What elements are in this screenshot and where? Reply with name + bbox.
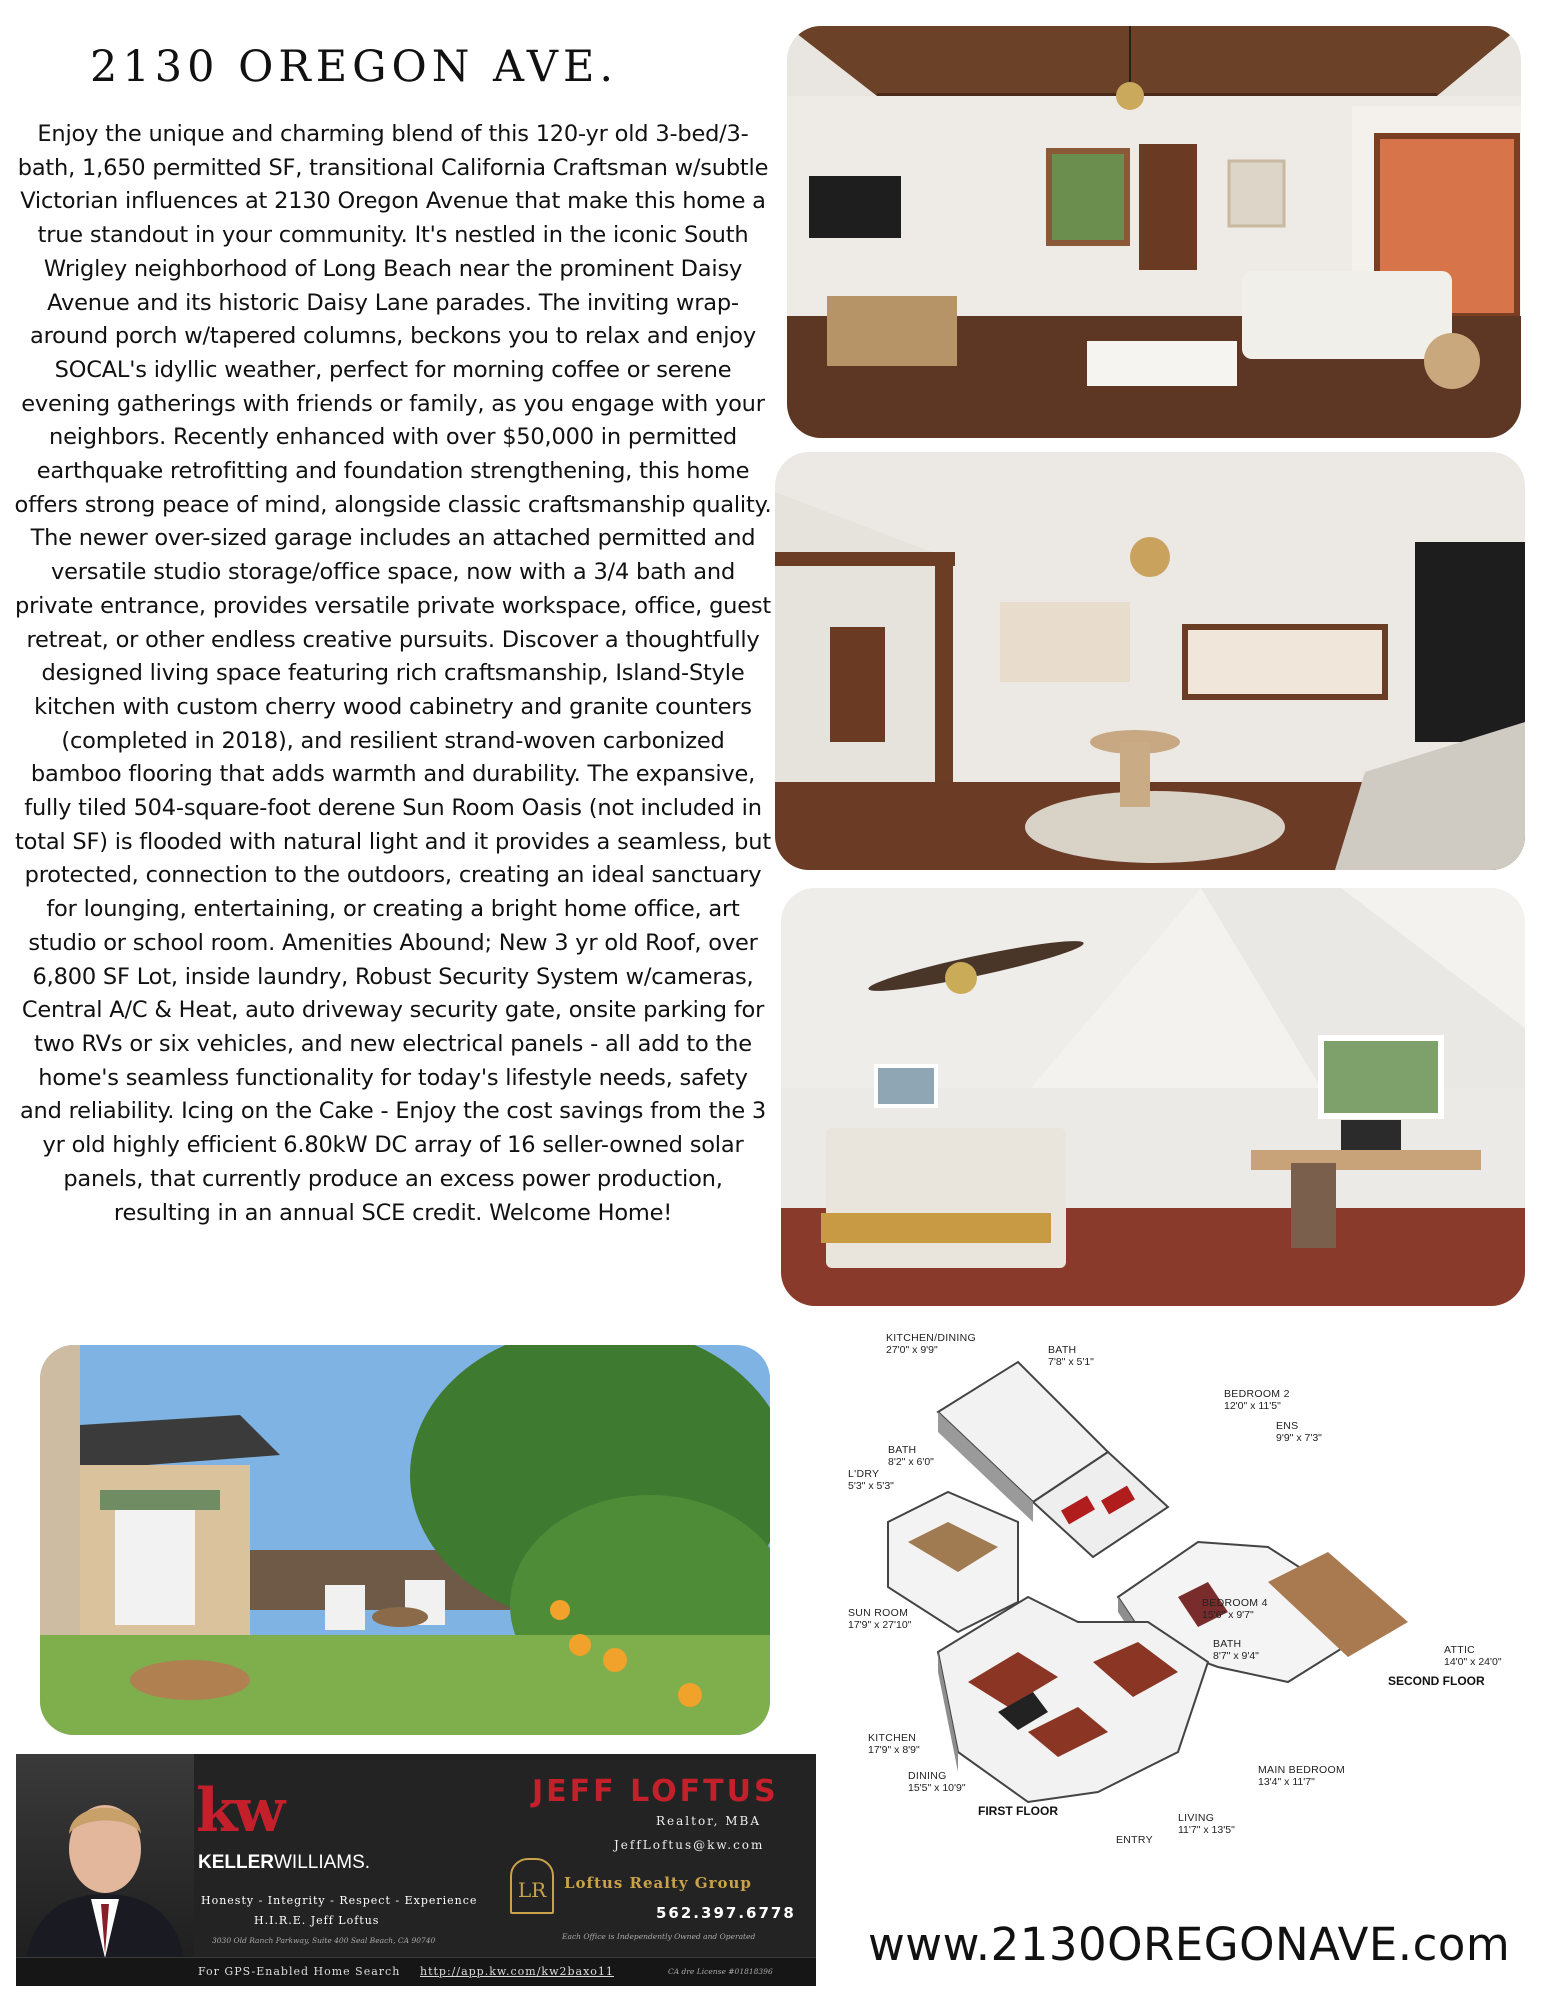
fp-bedroom-2-label: BEDROOM 2 12'0" x 11'5" bbox=[1224, 1388, 1290, 1412]
agent-banner bbox=[16, 1754, 816, 1986]
property-title: 2130 OREGON AVE. bbox=[90, 42, 619, 92]
fp-entry-label: ENTRY bbox=[1116, 1834, 1153, 1846]
fp-laundry-label: L'DRY 5'3" x 5'3" bbox=[848, 1468, 894, 1492]
agent-role: Realtor, MBA bbox=[656, 1814, 761, 1828]
loftus-realty-logo: LR bbox=[510, 1858, 554, 1914]
gps-search-label: For GPS-Enabled Home Search bbox=[198, 1965, 401, 1978]
agent-email[interactable]: JeffLoftus@kw.com bbox=[614, 1838, 765, 1852]
fp-sun-room-label: SUN ROOM 17'9" x 27'10" bbox=[848, 1607, 912, 1631]
fp-first-floor-tag: FIRST FLOOR bbox=[978, 1804, 1058, 1818]
property-description: Enjoy the unique and charming blend of this 120-yr old 3-bed/3-bath, 1,650 permitted SF, transitional California Craftsman w/subtle Victorian influences at 2130 Oregon Avenue that make this home a true standout in your community. It's nestled in the iconic South Wrigley neighborhood of Long Beach near the prominent Daisy Avenue and its historic Daisy Lane parades. The inviting wrap-around porch w/tapered columns, beckons you to relax and enjoy SOCAL's idyllic weather, perfect for morning coffee or serene evening gatherings with friends or family, as you engage with your neighbors. Recently enhanced with over $50,000 in permitted earthquake retrofitting and foundation strengthening, this home offers strong peace of mind, alongside classic craftsmanship quality. The newer over-sized garage includes an attached permitted and versatile studio storage/office space, now with a 3/4 bath and private entrance, provides versatile private workspace, office, guest retreat, or other endless creative pursuits. Discover a thoughtfully designed living space featuring rich craftsmanship, Island-Style kitchen with custom cherry wood cabinetry and granite counters (completed in 2018), and resilient strand-woven carbonized bamboo flooring that adds warmth and durability. The expansive, fully tiled 504-square-foot derene Sun Room Oasis (not included in total SF) is flooded with natural light and it provides a seamless, but protected, connection to the outdoors, creating an ideal sanctuary for lounging, entertaining, or creating a bright home office, art studio or school room. Amenities Abound; New 3 yr old Roof, over 6,800 SF Lot, inside laundry, Robust Security System w/cameras, Central A/C & Heat, auto driveway security gate, onsite parking for two RVs or six vehicles, and new electrical panels - all add to the home's seamless functionality for today's lifestyle needs, safety and reliability. Icing on the Cake - Enjoy the cost savings from the 3 yr old highly efficient 6.80kW DC array of 16 seller-owned solar panels, that currently produce an excess power production, resulting in an annual SCE credit. Welcome Home! bbox=[14, 121, 772, 1226]
fp-bedroom-4-label: BEDROOM 4 15'6" x 9'7" bbox=[1202, 1597, 1268, 1621]
living-room-photo bbox=[787, 26, 1521, 438]
fp-attic-label: ATTIC 14'0" x 24'0" bbox=[1444, 1644, 1502, 1668]
realty-group-name: Loftus Realty Group bbox=[564, 1874, 752, 1892]
fp-ensuite-label: ENS 9'9" x 7'3" bbox=[1276, 1420, 1322, 1444]
fp-bath-2-label: BATH 8'2" x 6'0" bbox=[888, 1444, 934, 1468]
hire-values: Honesty - Integrity - Respect - Experience bbox=[201, 1894, 478, 1907]
fp-main-bedroom-label: MAIN BEDROOM 13'4" x 11'7" bbox=[1258, 1764, 1346, 1788]
agent-photo bbox=[16, 1754, 194, 1958]
agent-phone[interactable]: 562.397.6778 bbox=[656, 1904, 796, 1922]
dining-room-photo bbox=[775, 452, 1525, 870]
fp-kitchen-label: KITCHEN 17'9" x 8'9" bbox=[868, 1732, 920, 1756]
hire-jeff-loftus: H.I.R.E. Jeff Loftus bbox=[254, 1914, 380, 1927]
fp-second-floor-tag: SECOND FLOOR bbox=[1388, 1674, 1485, 1688]
fp-bath-1-label: BATH 7'8" x 5'1" bbox=[1048, 1344, 1094, 1368]
office-note: Each Office is Independently Owned and Operated bbox=[562, 1932, 756, 1941]
keller-williams-wordmark: KELLERWILLIAMS. bbox=[198, 1852, 371, 1873]
backyard-photo bbox=[40, 1345, 770, 1735]
bedroom-photo bbox=[781, 888, 1525, 1306]
dre-license: CA dre License #01818396 bbox=[668, 1967, 773, 1976]
floor-plan bbox=[848, 1332, 1528, 1862]
agent-name: JEFF LOFTUS bbox=[532, 1774, 779, 1809]
fp-bath-3-label: BATH 8'7" x 9'4" bbox=[1213, 1638, 1259, 1662]
gps-search-link[interactable]: http://app.kw.com/kw2baxo11 bbox=[420, 1965, 614, 1978]
property-website[interactable]: www.2130OREGONAVE.com bbox=[868, 1918, 1511, 1971]
office-address: 3030 Old Ranch Parkway, Suite 400 Seal Beach, CA 90740 bbox=[212, 1936, 436, 1945]
fp-living-label: LIVING 11'7" x 13'5" bbox=[1178, 1812, 1235, 1836]
kw-logo: kw bbox=[196, 1776, 282, 1846]
fp-dining-label: DINING 15'5" x 10'9" bbox=[908, 1770, 966, 1794]
fp-kitchen-dining-label: KITCHEN/DINING 27'0" x 9'9" bbox=[886, 1332, 976, 1356]
